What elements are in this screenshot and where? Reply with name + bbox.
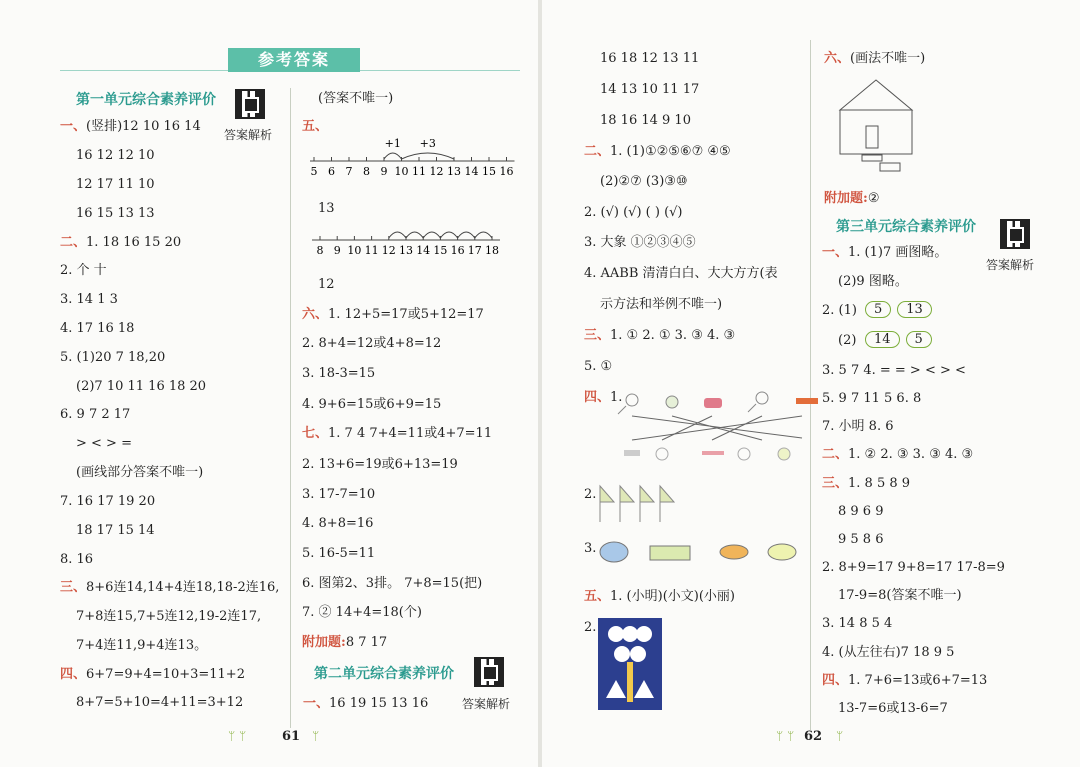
item-text: 1. (1)7 画图略。	[848, 245, 948, 260]
item-text: 2. 13+6=19或6+13=19	[302, 457, 458, 472]
item-text: 13-7=6或13-6=7	[838, 701, 948, 716]
answer-line	[600, 81, 699, 99]
item-text: 4. 8+8=16	[302, 516, 374, 531]
answer-line	[584, 234, 696, 252]
jump-arc	[402, 153, 455, 159]
item-text: 18 17 15 14	[76, 523, 155, 538]
item-text: 1. ① 2. ① 3. ③ 4. ③	[610, 328, 736, 343]
answer-line	[318, 90, 393, 108]
item-prefix: 七、	[302, 426, 329, 441]
item-text: 9 5 8 6	[838, 532, 884, 547]
number-line-label: 8	[316, 244, 324, 257]
answer-line	[822, 302, 857, 320]
item-text: 8. 16	[60, 552, 94, 567]
answer-line	[600, 112, 691, 130]
item-text: 18 16 14 9 10	[600, 113, 691, 128]
item-text: 13	[318, 201, 335, 216]
answer-line	[302, 634, 387, 652]
answer-line	[822, 390, 921, 408]
item-text: (画线部分答案不唯一)	[76, 465, 204, 480]
answer-line	[838, 531, 883, 549]
item-text: 4. AABB 清清白白、大大方方(表	[584, 266, 778, 281]
answer-line	[60, 320, 134, 338]
item-text: 12	[318, 277, 335, 292]
matching-diagram	[612, 388, 822, 470]
answer-line	[600, 173, 688, 191]
item-text: 2.	[584, 620, 597, 635]
answer-line	[302, 335, 441, 353]
item-prefix: 五、	[302, 119, 329, 134]
item-text: 16 19 15 13 16	[329, 696, 429, 711]
answer-line	[822, 672, 987, 690]
number-line-label: 15	[482, 165, 496, 178]
item-text: 7. ② 14+4=18(个)	[302, 605, 422, 620]
answer-line	[76, 522, 155, 540]
answer-line	[302, 396, 441, 414]
answer-line	[60, 551, 93, 569]
page-number-left: 61	[282, 729, 301, 744]
item-prefix: 一、	[822, 245, 849, 260]
item-text: 6. 图第2、3排。 7+8=15(把)	[302, 576, 483, 591]
item-prefix: 三、	[584, 328, 611, 343]
answer-line	[60, 493, 155, 511]
circled-row-2	[862, 331, 935, 349]
item-text: (答案不唯一)	[318, 91, 394, 106]
item-text: 7+4连11,9+4连13。	[76, 638, 208, 653]
answer-line	[600, 296, 722, 314]
bead-tree-picture	[598, 618, 662, 710]
item-prefix: 六、	[824, 51, 851, 66]
answer-banner: 参考答案	[228, 48, 360, 72]
column-divider-right	[810, 40, 811, 730]
unit2-first-line	[303, 695, 428, 713]
item-text: 7+8连15,7+5连12,19-2连17,	[76, 609, 262, 624]
item-text: 1. ② 2. ③ 3. ③ 4. ③	[848, 447, 974, 462]
answer-line	[584, 619, 596, 637]
item-prefix: 一、	[303, 696, 330, 711]
item-text: 7. 16 17 19 20	[60, 494, 156, 509]
answer-line	[302, 575, 482, 593]
unit3-title: 第三单元综合素养评价	[836, 219, 976, 235]
item-text: 2. 个 十	[60, 263, 107, 278]
number-line-label: 14	[416, 244, 431, 257]
item-text: (竖排)12 10 16 14	[86, 119, 201, 134]
answer-line	[822, 446, 973, 464]
answer-line	[838, 700, 948, 718]
item-text: 14 13 10 11 17	[600, 82, 700, 97]
answer-line	[302, 545, 375, 563]
jump-arc	[406, 232, 423, 238]
sprig-icon: ᛘ	[312, 729, 320, 743]
item-text: 示方法和举例不唯一)	[600, 297, 723, 312]
item-text: 1. 7+6=13或6+7=13	[848, 673, 988, 688]
sprig-icon: ᛘ	[836, 729, 844, 743]
answer-line	[76, 147, 155, 165]
number-line-label: 16	[450, 244, 465, 257]
item-prefix: 四、	[822, 673, 849, 688]
item-text: 3. 大象 ①②③④⑤	[584, 235, 696, 250]
item-text: 6+7=9+4=10+3=11+2	[86, 667, 245, 682]
item-text: 8 7 17	[345, 635, 388, 650]
column-divider-left	[290, 88, 291, 728]
item-prefix: 三、	[822, 476, 849, 491]
item-prefix: 二、	[584, 144, 611, 159]
answer-line	[822, 244, 947, 262]
item-text: ②	[867, 191, 880, 206]
item-text: 1. (1)①②⑤⑥⑦ ④⑤	[610, 144, 731, 159]
item-prefix: 三、	[60, 580, 87, 595]
item-text: 1. 8 5 8 9	[848, 476, 911, 491]
item-text: 3.	[584, 541, 597, 556]
answer-line	[822, 475, 910, 493]
item-text: 3. 17-7=10	[302, 487, 376, 502]
item-text: 2. (1)	[822, 303, 857, 318]
number-line-label: 18	[485, 244, 499, 257]
answer-line	[302, 118, 328, 136]
answer-line	[824, 50, 925, 68]
item-text: 2. 8+4=12或4+8=12	[302, 336, 442, 351]
answer-line	[584, 143, 731, 161]
answer-line	[76, 378, 206, 396]
answer-line	[822, 615, 892, 633]
answer-line	[838, 332, 856, 350]
number-line-label: 14	[464, 165, 479, 178]
item-text: 7. 小明 8. 6	[822, 419, 894, 434]
answer-line	[76, 205, 155, 223]
unit2-title: 第二单元综合素养评价	[314, 666, 454, 682]
item-text: 5. ①	[584, 359, 613, 374]
sprig-icon: ᛘ ᛘ	[776, 729, 795, 743]
number-line-1	[310, 135, 525, 180]
item-text: 1. 7 4 7+4=11或4+7=11	[328, 426, 493, 441]
jump-arc	[423, 232, 440, 238]
item-text: 4. 9+6=15或6+9=15	[302, 397, 442, 412]
number-line-label: 17	[467, 244, 482, 257]
number-line-label: 13	[399, 244, 413, 257]
item-prefix: 五、	[584, 589, 611, 604]
item-prefix: 四、	[584, 390, 611, 405]
solids-drawing	[598, 538, 798, 568]
qr-code-icon[interactable]	[235, 89, 265, 119]
answer-line	[600, 50, 699, 68]
page-number-right: 62	[804, 729, 823, 744]
item-text: 16 12 12 10	[76, 148, 155, 163]
answer-line	[302, 306, 484, 324]
item-text: 6. 9 7 2 17	[60, 407, 131, 422]
item-text: 12 17 11 10	[76, 177, 155, 192]
number-line-label: 12	[381, 244, 396, 257]
item-text: 3. 14 8 5 4	[822, 616, 893, 631]
banner-rule-right	[360, 70, 520, 71]
jump-arc	[389, 232, 406, 238]
answer-line	[76, 464, 203, 482]
number-line-label: 6	[328, 165, 335, 178]
answer-line	[584, 358, 612, 376]
number-line-label: 10	[394, 165, 409, 178]
qr-label: 答案解析	[462, 697, 511, 711]
answer-line	[302, 515, 373, 533]
circled-answer: 5	[906, 331, 932, 348]
number-line-label: 16	[499, 165, 514, 178]
answer-line	[822, 559, 1005, 577]
item-text: 3. 5 7 4. = = > < > <	[822, 363, 966, 378]
answer-line	[302, 486, 375, 504]
item-text: 1. 18 16 15 20	[86, 235, 182, 250]
item-text: 16 15 13 13	[76, 206, 155, 221]
answer-line	[60, 579, 279, 597]
qr-code-icon[interactable]	[1000, 219, 1030, 249]
item-text: 1. 12+5=17或5+12=17	[328, 307, 484, 322]
item-prefix: 附加题:	[302, 635, 346, 650]
item-text: 4. (从左往右)7 18 9 5	[822, 645, 955, 660]
item-text: 8+7=5+10=4+11=3+12	[76, 695, 244, 710]
item-text: 4. 17 16 18	[60, 321, 135, 336]
item-text: (画法不唯一)	[850, 51, 926, 66]
number-line-label: 9	[333, 244, 341, 257]
item-text: (2)7 10 11 16 18 20	[76, 379, 207, 394]
item-text: 5. 9 7 11 5 6. 8	[822, 391, 922, 406]
item-prefix: 一、	[60, 119, 87, 134]
item-text: 8 9 6 9	[838, 504, 884, 519]
number-line-2	[312, 222, 512, 262]
item-text: > < > =	[76, 436, 132, 451]
item-text: 8+6连14,14+4连18,18-2连16,	[86, 580, 280, 595]
answer-line	[824, 190, 879, 208]
item-prefix: 六、	[302, 307, 329, 322]
unit1-title: 第一单元综合素养评价	[76, 92, 216, 108]
answer-line	[318, 276, 335, 294]
jump-arc	[475, 232, 492, 238]
item-prefix: 二、	[822, 447, 849, 462]
answer-line	[584, 327, 735, 345]
answer-line	[584, 588, 735, 606]
answer-line	[318, 200, 335, 218]
answer-line	[584, 265, 778, 283]
circled-answer: 13	[897, 301, 932, 318]
answer-line	[302, 456, 458, 474]
answer-line	[822, 644, 954, 662]
answer-line	[302, 425, 492, 443]
item-text: 2.	[584, 487, 597, 502]
flags-drawing	[596, 484, 686, 524]
item-text: (2)	[838, 333, 857, 348]
answer-line	[76, 637, 207, 655]
item-text: (2)②⑦ (3)③⑩	[600, 174, 688, 189]
answer-line	[838, 587, 962, 605]
answer-line	[76, 176, 155, 194]
answer-line	[584, 204, 683, 222]
number-line-label: 8	[363, 165, 370, 178]
number-line-label: 15	[433, 244, 448, 257]
house-drawing	[838, 78, 918, 178]
item-text: 16 18 12 13 11	[600, 51, 700, 66]
number-line-label: 13	[447, 165, 461, 178]
number-line-label: 5	[310, 165, 318, 178]
item-prefix: 四、	[60, 667, 87, 682]
circled-row-1	[862, 301, 935, 319]
answer-line	[584, 486, 596, 504]
item-text: 2. 8+9=17 9+8=17 17-8=9	[822, 560, 1005, 575]
answer-line	[76, 608, 261, 626]
item-text: 1.	[610, 390, 623, 405]
sprig-icon: ᛘ ᛘ	[228, 729, 247, 743]
number-line-label: 7	[345, 165, 353, 178]
answer-line	[822, 418, 893, 436]
answer-line	[60, 291, 118, 309]
number-line-label: 11	[364, 244, 379, 257]
number-line-label: 10	[347, 244, 362, 257]
item-text: 2. (√) (√) ( ) (√)	[584, 205, 683, 220]
answer-line	[60, 118, 201, 136]
jump-arc	[458, 232, 475, 238]
jump-arc	[440, 232, 457, 238]
qr-code-icon[interactable]	[474, 657, 504, 687]
answer-line	[302, 365, 375, 383]
item-text: 5. (1)20 7 18,20	[60, 350, 166, 365]
item-text: 3. 18-3=15	[302, 366, 376, 381]
circled-answer: 5	[865, 301, 891, 318]
answer-line	[302, 604, 422, 622]
qr-label: 答案解析	[986, 258, 1035, 272]
jump-label: +3	[419, 137, 436, 150]
answer-line	[60, 262, 107, 280]
answer-line	[60, 234, 181, 252]
item-text: (2)9 图略。	[838, 274, 908, 289]
item-text: 17-9=8(答案不唯一)	[838, 588, 962, 603]
answer-line	[60, 406, 130, 424]
answer-line	[76, 435, 132, 453]
item-prefix: 二、	[60, 235, 87, 250]
circled-answer: 14	[865, 331, 900, 348]
answer-line	[584, 540, 596, 558]
answer-line	[60, 666, 245, 684]
item-prefix: 附加题:	[824, 191, 868, 206]
item-text: 3. 14 1 3	[60, 292, 118, 307]
banner-rule-left	[60, 70, 228, 71]
answer-line	[838, 273, 908, 291]
number-line-label: 9	[380, 165, 388, 178]
number-line-label: 12	[429, 165, 444, 178]
number-line-label: 11	[412, 165, 426, 178]
item-text: 1. (小明)(小文)(小丽)	[610, 589, 735, 604]
item-text: 5. 16-5=11	[302, 546, 376, 561]
jump-arc	[384, 153, 402, 159]
jump-label: +1	[384, 137, 401, 150]
answer-line	[76, 694, 243, 712]
answer-line	[822, 362, 966, 380]
answer-line	[60, 349, 165, 367]
qr-label: 答案解析	[224, 128, 273, 142]
answer-line	[838, 503, 883, 521]
